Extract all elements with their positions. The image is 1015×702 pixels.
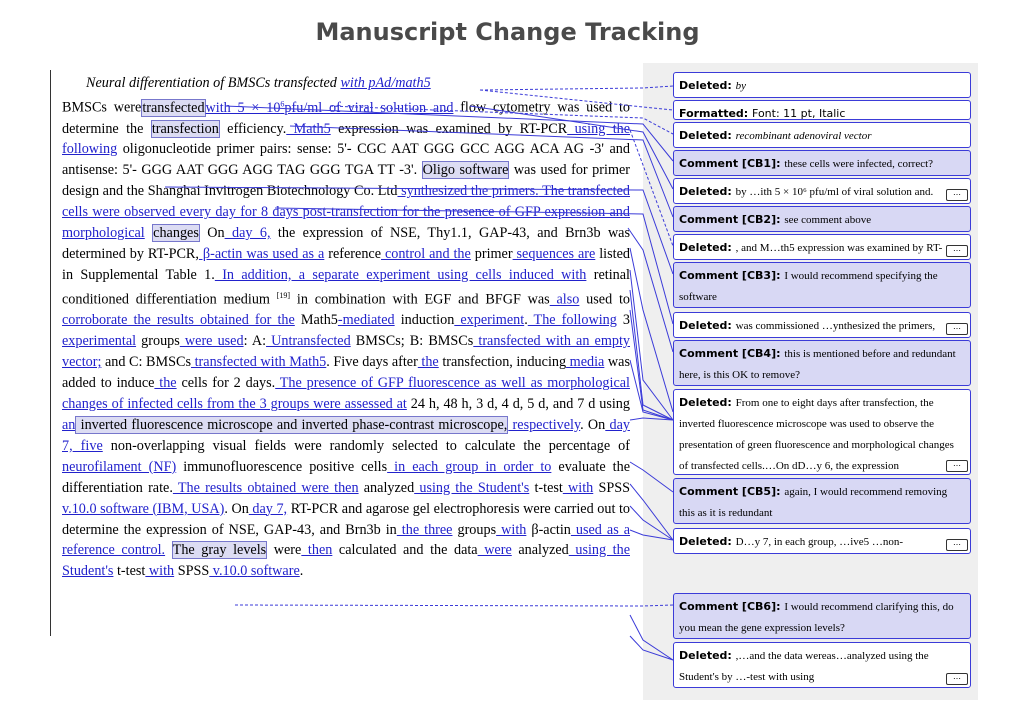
change-balloon[interactable]: [673, 178, 971, 204]
text-run: flow cytometry was used to determine the: [62, 99, 630, 137]
inserted-text[interactable]: corroborate the results obtained for the: [62, 312, 295, 329]
highlighted-text[interactable]: transfected: [142, 99, 205, 116]
text-run: transfection, inducing: [438, 354, 567, 371]
balloon-label: Deleted:: [679, 535, 736, 548]
change-bar: [50, 70, 51, 636]
change-balloon[interactable]: [673, 100, 971, 120]
section-heading: [62, 73, 630, 94]
change-balloon[interactable]: [673, 122, 971, 148]
inserted-text[interactable]: then: [301, 542, 333, 559]
text-run: the expression of NSE, Thy1.1, GAP-43, and Brn3b was determined by RT-PCR,: [62, 225, 631, 262]
inserted-text[interactable]: using the Student's: [414, 479, 530, 496]
inserted-text[interactable]: respectively: [508, 416, 581, 433]
inserted-text[interactable]: the three: [396, 521, 453, 538]
inserted-text[interactable]: the: [417, 354, 439, 371]
inserted-text[interactable]: transfected with Math5: [191, 354, 327, 371]
inserted-text[interactable]: The transfected cells were observed every day for 8 days post-transfection for the presence of GFP expression and morphological: [62, 183, 631, 242]
text-run: immunofluorescence positive cells: [176, 458, 388, 475]
balloon-label: Formatted:: [679, 107, 753, 120]
balloon-text: I would recommend clarifying this, do you mean the gene expression levels?: [679, 601, 954, 634]
text-run: expression was examined by RT-PCR: [330, 120, 568, 137]
highlighted-text[interactable]: transfection: [151, 120, 219, 137]
balloon-label: Deleted:: [679, 396, 736, 409]
highlighted-text[interactable]: The gray levels: [172, 542, 267, 559]
comment-balloon[interactable]: [673, 593, 971, 639]
inserted-text[interactable]: five: [72, 437, 103, 454]
text-run: . Five days after: [326, 354, 418, 371]
citation: [19]: [276, 290, 291, 300]
text-run: listed in Supplemental Table 1.: [62, 245, 630, 283]
change-balloon[interactable]: [673, 528, 971, 554]
text-run: SPSS: [174, 563, 210, 580]
inserted-text[interactable]: with $5 \times 10^6pfu/ml$ of viral solution and: [205, 98, 454, 116]
text-run: primer: [470, 245, 513, 262]
balloon-text: D…y 7, in each group, …ive5 …non-: [735, 536, 904, 548]
paragraph: [62, 94, 630, 582]
text-run: were: [267, 542, 302, 559]
text-run: B:: [404, 333, 424, 350]
text-run: cells for 2 days.: [176, 375, 276, 392]
balloon-text: From one to eight days after transfection, the inverted fluorescence microscope was used to observe the presentation of green fluorescence and morphological changes of transfected cells.…On dD…y 6, the expression: [679, 397, 954, 472]
inserted-text[interactable]: using the following: [62, 120, 631, 158]
inserted-text[interactable]: In addition, a separate experiment using cells induced with: [214, 266, 587, 283]
text-run: . On: [224, 500, 249, 517]
comment-balloon[interactable]: [673, 340, 971, 386]
balloon-text: I would recommend specifying the software: [679, 270, 938, 303]
text-run: non-overlapping visual fields were randomly selected to calculate the percentage of: [102, 437, 630, 454]
inserted-text[interactable]: using the Student's: [62, 542, 630, 580]
inserted-text[interactable]: were: [477, 542, 512, 559]
text-run: reference: [324, 245, 382, 262]
balloon-text: by …ith 5 × 10⁶ pfu/ml of viral solution and.: [735, 186, 934, 198]
document-body: [62, 73, 630, 582]
text-run: calculated: [332, 542, 397, 559]
balloon-text: see comment above: [784, 214, 872, 226]
inserted-text[interactable]: transfected with an empty vector;: [62, 333, 630, 371]
text-run: groups: [136, 333, 180, 350]
inserted-text[interactable]: Untransfected: [266, 333, 351, 350]
more-button[interactable]: …: [946, 460, 968, 472]
balloon-text: , and M…th5 expression was examined by RT-: [735, 242, 943, 254]
balloon-label: Deleted:: [679, 129, 736, 142]
balloon-label: Comment [CB2]:: [679, 213, 785, 226]
text-run: and C:: [101, 354, 143, 371]
text-run: BMSCs;: [350, 333, 405, 350]
text-run: efficiency.: [219, 120, 287, 137]
inserted-text[interactable]: experimental: [62, 333, 137, 350]
text-run: BMSCs were: [62, 99, 142, 116]
change-balloon[interactable]: [673, 72, 971, 98]
text-run: 3: [616, 312, 630, 329]
inserted-text[interactable]: v.10.0: [209, 563, 248, 580]
balloon-label: Deleted:: [679, 319, 736, 332]
text-run: in combination with EGF and BFGF was: [290, 291, 550, 308]
balloon-text: ,…and the data wereas…analyzed using the Student's by …-test with using: [679, 650, 929, 683]
balloon-label: Comment [CB4]:: [679, 347, 785, 360]
more-button[interactable]: …: [946, 673, 968, 685]
inserted-text[interactable]: used as a reference control.: [62, 521, 631, 559]
text-run: oligonucleotide primer pairs: sense: 5'- CGC AAT GGG GCC AGG ACA AG -3' and antisense: 5'- GGG AAT GGG AGG TAG GGG TGA TT -3'.: [62, 141, 630, 179]
page-title: Manuscript Change Tracking: [315, 18, 700, 46]
inserted-text[interactable]: The following: [527, 312, 617, 329]
comment-balloon[interactable]: [673, 150, 971, 176]
highlighted-text[interactable]: inverted fluorescence microscope and inverted phase-contrast microscope,: [76, 416, 508, 433]
text-run: .: [299, 563, 304, 580]
inserted-text[interactable]: with: [145, 563, 175, 580]
inserted-text[interactable]: the: [154, 375, 177, 392]
more-button[interactable]: …: [946, 323, 968, 335]
inserted-text[interactable]: an: [62, 416, 76, 433]
text-run: was used for primer design and the Shanghai Invitrogen Biotechnology Co. Ltd: [62, 162, 631, 200]
text-run: analyzed: [511, 542, 569, 559]
heading-text: Neural differentiation of BMSCs transfected: [86, 75, 337, 91]
highlighted-text[interactable]: Oligo software: [422, 162, 509, 179]
inserted-text[interactable]: neurofilament (NF): [62, 458, 177, 475]
text-run: analyzed: [358, 479, 415, 496]
text-run: RT-PCR and agarose gel electrophoresis were carried out to determine the expression of NSE, GAP-43, and Brn3b in: [62, 500, 631, 538]
comment-balloon[interactable]: [673, 262, 971, 308]
text-run: Math5: [294, 312, 338, 329]
change-balloon[interactable]: [673, 312, 971, 338]
text-run: β-actin: [526, 521, 571, 538]
text-run: using: [595, 396, 630, 413]
inserted-text[interactable]: day 7,: [62, 416, 630, 454]
more-button[interactable]: …: [946, 245, 968, 257]
inserted-text[interactable]: control and the: [381, 245, 471, 262]
inserted-text[interactable]: media: [566, 354, 605, 371]
text-run: BMSCs: [423, 333, 474, 350]
text-run: and the data: [396, 542, 478, 559]
balloon-text: these cells were infected, correct?: [784, 158, 934, 170]
balloon-text: this is mentioned before and redundant here, is this OK to remove?: [679, 348, 956, 381]
inserted-text[interactable]: experiment: [454, 312, 525, 329]
text-run: retinal conditioned differentiation medium: [62, 266, 630, 308]
text-run: evaluate the differentiation rate.: [62, 458, 631, 496]
text-run: : A:: [243, 333, 267, 350]
text-run: t-test: [529, 479, 563, 496]
inserted-text[interactable]: software: [247, 563, 300, 580]
balloon-label: Comment [CB1]:: [679, 157, 785, 170]
text-run: . On: [580, 416, 606, 433]
change-balloon[interactable]: [673, 389, 971, 475]
balloon-label: Deleted:: [679, 241, 736, 254]
inserted-text[interactable]: The presence of GFP fluorescence as well as morphological changes of infected cells from the 3 groups were assessed at: [62, 375, 630, 413]
inserted-text[interactable]: in each group in order to: [387, 458, 552, 475]
inserted-text[interactable]: β-actin: [198, 245, 243, 262]
balloon-text: Font: 11 pt, Italic: [752, 107, 846, 120]
balloon-text: by: [735, 80, 747, 92]
balloon-text: was commissioned …ynthesized the primers,: [735, 320, 936, 332]
highlighted-text[interactable]: changes: [153, 225, 199, 242]
more-button[interactable]: …: [946, 539, 968, 551]
balloon-label: Comment [CB5]:: [679, 485, 785, 498]
text-run: used to: [579, 291, 630, 308]
text-run: groups: [452, 521, 497, 538]
text-run: On: [199, 225, 225, 242]
inserted-text[interactable]: was used as a: [242, 245, 325, 262]
inserted-text[interactable]: synthesized the primers.: [397, 183, 539, 200]
inserted-text[interactable]: day 7,: [248, 500, 288, 517]
text-run: t-test: [113, 563, 146, 580]
balloon-text: again, I would recommend removing this as it is redundant: [679, 486, 948, 519]
change-balloon[interactable]: [673, 642, 971, 688]
inserted-text[interactable]: The results obtained were then: [172, 479, 359, 496]
comment-balloon[interactable]: [673, 206, 971, 232]
balloon-text: recombinant adenoviral vector: [735, 130, 872, 142]
inserted-text[interactable]: also: [549, 291, 580, 308]
inserted-text[interactable]: were used: [179, 333, 244, 350]
balloon-label: Deleted:: [679, 649, 736, 662]
inserted-text[interactable]: sequences are: [512, 245, 596, 262]
text-run: BMSCs: [142, 354, 192, 371]
inserted-text[interactable]: with: [496, 521, 527, 538]
inserted-text[interactable]: -mediated: [337, 312, 395, 329]
balloon-label: Deleted:: [679, 185, 736, 198]
text-run: 24 h, 48 h, 3 d, 4 d, 5 d, and 7 d: [406, 396, 596, 413]
balloon-label: Comment [CB6]:: [679, 600, 785, 613]
inserted-text[interactable]: with: [562, 479, 594, 496]
inserted-text[interactable]: day 6,: [224, 225, 271, 242]
balloon-label: Comment [CB3]:: [679, 269, 785, 282]
text-run: SPSS: [593, 479, 631, 496]
inserted-text[interactable]: Math5: [286, 120, 331, 137]
text-run: .: [524, 312, 528, 329]
inserted-text[interactable]: v.10.0 software (IBM, USA): [62, 500, 225, 517]
comment-balloon[interactable]: [673, 478, 971, 524]
text-run: was added to induce: [62, 354, 630, 392]
balloon-label: Deleted:: [679, 79, 736, 92]
more-button[interactable]: …: [946, 189, 968, 201]
inserted-text[interactable]: with pAd/math5: [340, 75, 431, 91]
text-run: induction: [394, 312, 455, 329]
change-balloon[interactable]: [673, 234, 971, 260]
